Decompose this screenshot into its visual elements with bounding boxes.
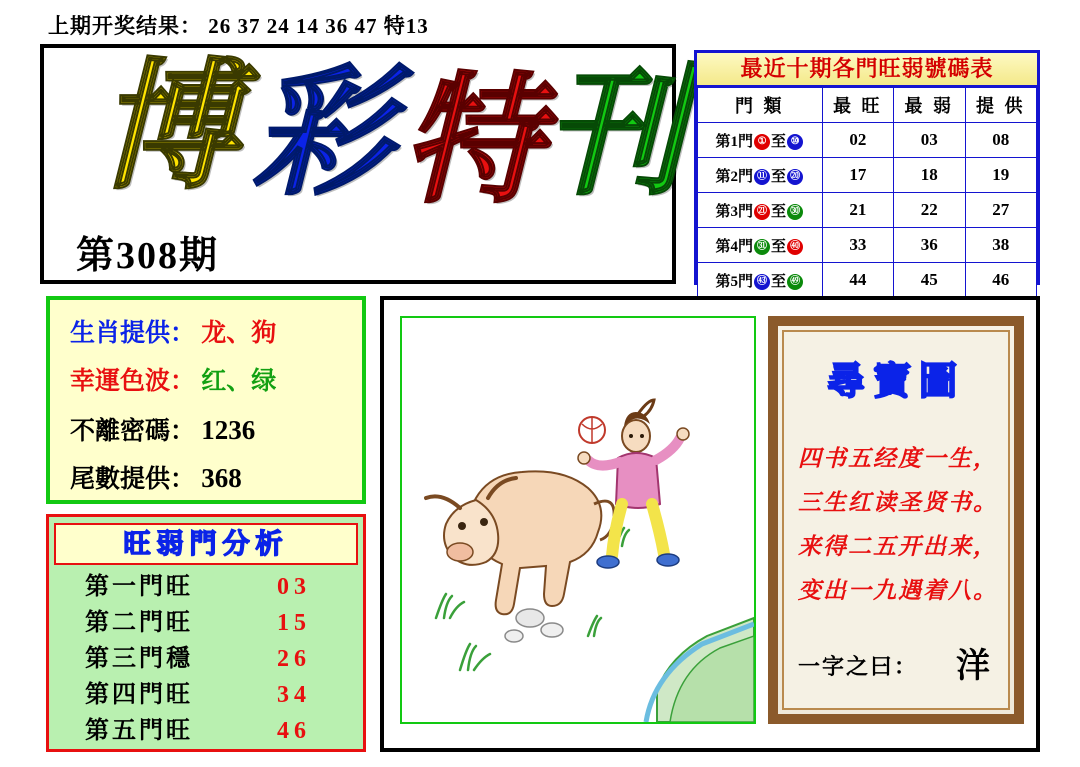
tip-value: 红、绿 [201, 368, 277, 395]
gate-analysis-title: 旺弱門分析 [54, 523, 358, 565]
tip-label: 生肖提供： [70, 320, 196, 347]
masthead [40, 44, 685, 284]
title-char-4: 刊 [544, 57, 685, 212]
col-supply: 提 供 [965, 88, 1037, 123]
tip-value: 龙、狗 [201, 320, 277, 347]
hot-cold-title: 最近十期各門旺弱號碼表 [697, 53, 1037, 87]
tip-label: 幸運色波： [70, 368, 196, 395]
cold-cell: 36 [894, 228, 965, 263]
gate-analysis-row [49, 677, 363, 713]
tips-box [46, 296, 366, 504]
table-row [698, 123, 1037, 158]
poem-line: 变出一九遇着八。 [798, 578, 998, 603]
cold-cell: 22 [894, 193, 965, 228]
title-char-3: 特 [402, 65, 543, 220]
tip-value: 368 [201, 463, 242, 493]
hot-cell: 17 [822, 158, 893, 193]
col-cold: 最 弱 [894, 88, 965, 123]
supply-cell: 46 [965, 263, 1037, 298]
gate-analysis-number: 26 [277, 646, 311, 672]
table-header-row [698, 88, 1037, 123]
hot-cell: 02 [822, 123, 893, 158]
hot-cell: 33 [822, 228, 893, 263]
illustration-drawing [400, 316, 756, 724]
gate-analysis-row [49, 569, 363, 605]
poem-inner [782, 330, 1010, 710]
poem-line: 四书五经度一生， [798, 446, 998, 471]
supply-cell: 38 [965, 228, 1037, 263]
col-gate: 門 類 [698, 88, 823, 123]
poem-line: 三生红读圣贤书。 [798, 490, 998, 515]
tip-label: 尾數提供： [70, 466, 196, 493]
cow-and-boy-illustration [402, 318, 754, 722]
gate-analysis-label: 第五門旺 [85, 718, 193, 744]
tip-row-tail [50, 454, 362, 502]
cold-cell: 03 [894, 123, 965, 158]
gate-analysis-label: 第三門穩 [85, 646, 193, 672]
tip-row-zodiac [50, 310, 362, 358]
table-row [698, 158, 1037, 193]
tip-row-code [50, 406, 362, 454]
illustration-panel [380, 296, 1040, 752]
col-hot: 最 旺 [822, 88, 893, 123]
tip-value: 1236 [201, 415, 256, 445]
table-row [698, 193, 1037, 228]
masthead-title [54, 51, 685, 220]
table-row [698, 228, 1037, 263]
gate-cell: 第5門 ㊸ 至 ㊾ [698, 263, 823, 298]
cold-cell: 18 [894, 158, 965, 193]
oneword-label: 一字之曰： [798, 654, 919, 679]
poem-title: 尋寶圖 [826, 361, 965, 403]
title-char-2: 彩 [252, 57, 393, 212]
cold-cell: 45 [894, 263, 965, 298]
gate-analysis-row [49, 713, 363, 749]
gate-analysis-label: 第一門旺 [85, 574, 193, 600]
gate-analysis-label: 第二門旺 [85, 610, 193, 636]
gate-cell: 第4門 ㉛ 至 ㊵ [698, 228, 823, 263]
issue-number: 第308期 [76, 235, 220, 277]
gate-analysis-number: 34 [277, 682, 311, 708]
poem-box [768, 316, 1024, 724]
gate-analysis-row [49, 641, 363, 677]
supply-cell: 19 [965, 158, 1037, 193]
gate-cell: 第1門 ① 至 ⑩ [698, 123, 823, 158]
hot-cell: 21 [822, 193, 893, 228]
gate-analysis-row [49, 605, 363, 641]
gate-analysis-number: 03 [277, 574, 311, 600]
hot-cold-table [694, 50, 1040, 290]
gate-analysis-box [46, 514, 366, 752]
title-char-1: 博 [98, 51, 239, 206]
tip-label: 不離密碼： [70, 418, 196, 445]
gate-analysis-number: 15 [277, 610, 311, 636]
gate-cell: 第3門 ㉑ 至 ㉚ [698, 193, 823, 228]
previous-draw-result: 上期开奖结果： 26 37 24 14 36 47 特13 [48, 14, 429, 38]
gate-analysis-number: 46 [277, 718, 311, 744]
tip-row-color [50, 358, 362, 406]
table-row [698, 263, 1037, 298]
supply-cell: 08 [965, 123, 1037, 158]
gate-cell: 第2門 ⑪ 至 ⑳ [698, 158, 823, 193]
supply-cell: 27 [965, 193, 1037, 228]
gate-analysis-label: 第四門旺 [85, 682, 193, 708]
hot-cold-grid [697, 87, 1037, 298]
hot-cell: 44 [822, 263, 893, 298]
oneword-value: 洋 [956, 648, 990, 685]
poem-line: 来得二五开出来， [798, 534, 998, 559]
